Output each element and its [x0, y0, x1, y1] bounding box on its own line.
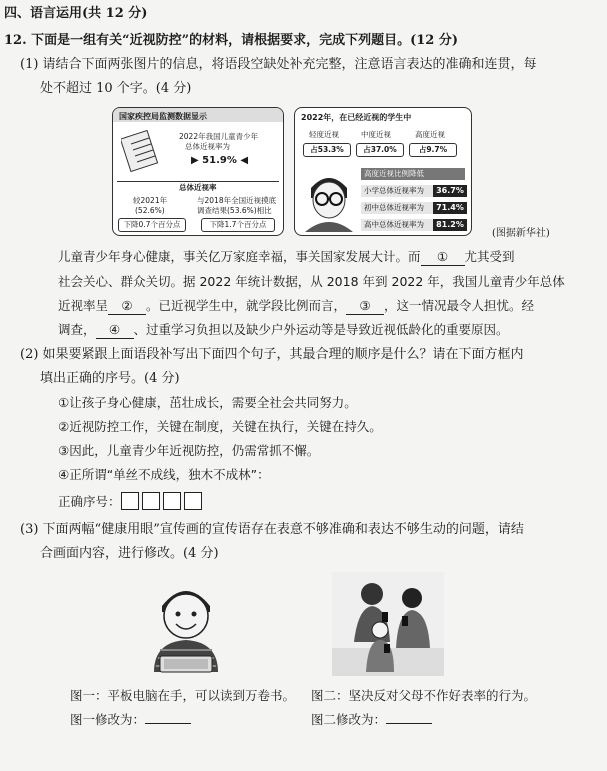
para1-text-b: 尤其受到	[464, 249, 515, 264]
level-label-mild: 轻度近视	[309, 130, 339, 139]
level-value-moderate: 占37.0%	[356, 143, 404, 157]
answer-box-2[interactable]	[142, 492, 160, 510]
option-2: ②近视防控工作，关键在制度，关键在执行，关键在持久。	[58, 419, 382, 434]
section-title: 四、语言运用(共 12 分)	[4, 6, 148, 21]
para1-text-a: 儿童青少年身心健康，事关亿万家庭幸福，事关国家发展大计。而	[58, 249, 421, 264]
option-4: ④正所谓“单丝不成线，独木不成林”：	[58, 467, 270, 482]
blank-1[interactable]: ①	[421, 249, 465, 266]
part1-instruction-line1: (1) 请结合下面两张图片的信息，将语段空缺处补充完整，注意语言表达的准确和连贯，每	[20, 57, 537, 72]
figure2-family-phones-illustration	[332, 572, 444, 676]
panel2-title: 2022年，在已经近视的学生中	[301, 113, 412, 122]
answer-label: 正确序号：	[58, 494, 121, 509]
high-rate-value: 81.2%	[433, 219, 467, 231]
part2-instruction-line2: 填出正确的序号。(4 分)	[40, 371, 180, 386]
figure2-revision-row	[311, 712, 432, 728]
para4-text-b: 、过重学习负担以及缺少户外运动等是导致近视低龄化的重要原因。	[133, 322, 509, 337]
figure1-caption: 图一：平板电脑在手，可以读到万卷书。	[70, 688, 296, 703]
middle-rate-label: 初中总体近视率为	[361, 202, 435, 214]
answer-box-1[interactable]	[121, 492, 139, 510]
para4-text-a: 调查，	[58, 322, 96, 337]
figure2-revision-label: 图二修改为：	[311, 712, 387, 727]
panel1-compare-2018-value: 调查结果(53.6%)相比	[197, 206, 272, 215]
blank-3[interactable]: ③	[346, 298, 384, 315]
figure2-revision-input[interactable]	[386, 723, 432, 724]
primary-rate-label: 小学总体近视率为	[361, 185, 435, 197]
panel1-compare-2018: 与2018年全国近视摸底	[197, 196, 277, 205]
option-3: ③因此，儿童青少年近视防控，仍需常抓不懈。	[58, 443, 320, 458]
figure1-revision-row	[70, 712, 191, 728]
figure1-revision-input[interactable]	[145, 723, 191, 724]
part3-instruction-line1: (3) 下面两幅“健康用眼”宣传画的宣传语存在表意不够准确和表达不够生动的问题，请结	[20, 522, 524, 537]
high-myopia-banner: 高度近视比例降低	[361, 168, 465, 180]
paragraph-line3	[58, 298, 534, 315]
infographic-panel-2	[294, 107, 472, 236]
figure1-revision-label: 图一修改为：	[70, 712, 146, 727]
panel1-drop-1: 下降0.7个百分点	[118, 218, 186, 232]
blank-2[interactable]: ②	[108, 298, 146, 315]
student-glasses-icon	[301, 168, 357, 232]
answer-box-3[interactable]	[163, 492, 181, 510]
para3-text-a: 近视率呈	[58, 298, 109, 313]
primary-rate-value: 36.7%	[433, 185, 467, 197]
panel1-headline2: 总体近视率为	[185, 142, 230, 151]
panel1-drop-2: 下降1.7个百分点	[201, 218, 275, 232]
paragraph-line1	[58, 249, 515, 266]
level-label-moderate: 中度近视	[361, 130, 391, 139]
figure1-child-tablet-illustration	[140, 572, 232, 676]
answer-box-4[interactable]	[184, 492, 202, 510]
para3-text-c: ，这一情况最令人担忧。经	[384, 298, 535, 313]
high-rate-label: 高中总体近视率为	[361, 219, 435, 231]
level-label-high: 高度近视	[415, 130, 445, 139]
report-document-icon	[121, 130, 167, 174]
panel1-rate: ▶ 51.9% ◀	[191, 155, 249, 166]
answer-row	[58, 492, 205, 510]
paragraph-line2: 社会关心、群众关切。据 2022 年统计数据，从 2018 年到 2022 年，我国儿童青少年总体	[58, 274, 565, 289]
panel1-compare-2021-value: (52.6%)	[135, 206, 165, 215]
blank-4[interactable]: ④	[96, 322, 134, 339]
image-source: (图据新华社)	[492, 228, 550, 239]
part3-instruction-line2: 合画面内容，进行修改。(4 分)	[40, 546, 219, 561]
part2-instruction-line1: (2) 如果要紧跟上面语段补写出下面四个句子，其最合理的顺序是什么？请在下面方框内	[20, 347, 524, 362]
para3-text-b: 。已近视学生中，就学段比例而言，	[146, 298, 347, 313]
level-value-mild: 占53.3%	[303, 143, 351, 157]
panel1-headline1: 2022年我国儿童青少年	[179, 132, 259, 141]
panel1-compare-2021: 较2021年	[133, 196, 168, 205]
panel1-subtitle: 总体近视率	[179, 183, 217, 192]
part1-instruction-line2: 处不超过 10 个字。(4 分)	[40, 81, 192, 96]
level-value-high: 占9.7%	[409, 143, 457, 157]
panel1-title: 国家疾控局监测数据显示	[119, 112, 207, 121]
middle-rate-value: 71.4%	[433, 202, 467, 214]
paragraph-line4	[58, 322, 509, 339]
figure2-caption: 图二：坚决反对父母不作好表率的行为。	[311, 688, 537, 703]
infographic-panel-1	[112, 107, 284, 236]
question-stem: 12. 下面是一组有关“近视防控”的材料，请根据要求，完成下列题目。(12 分)	[4, 33, 459, 48]
option-1: ①让孩子身心健康，茁壮成长，需要全社会共同努力。	[58, 395, 357, 410]
